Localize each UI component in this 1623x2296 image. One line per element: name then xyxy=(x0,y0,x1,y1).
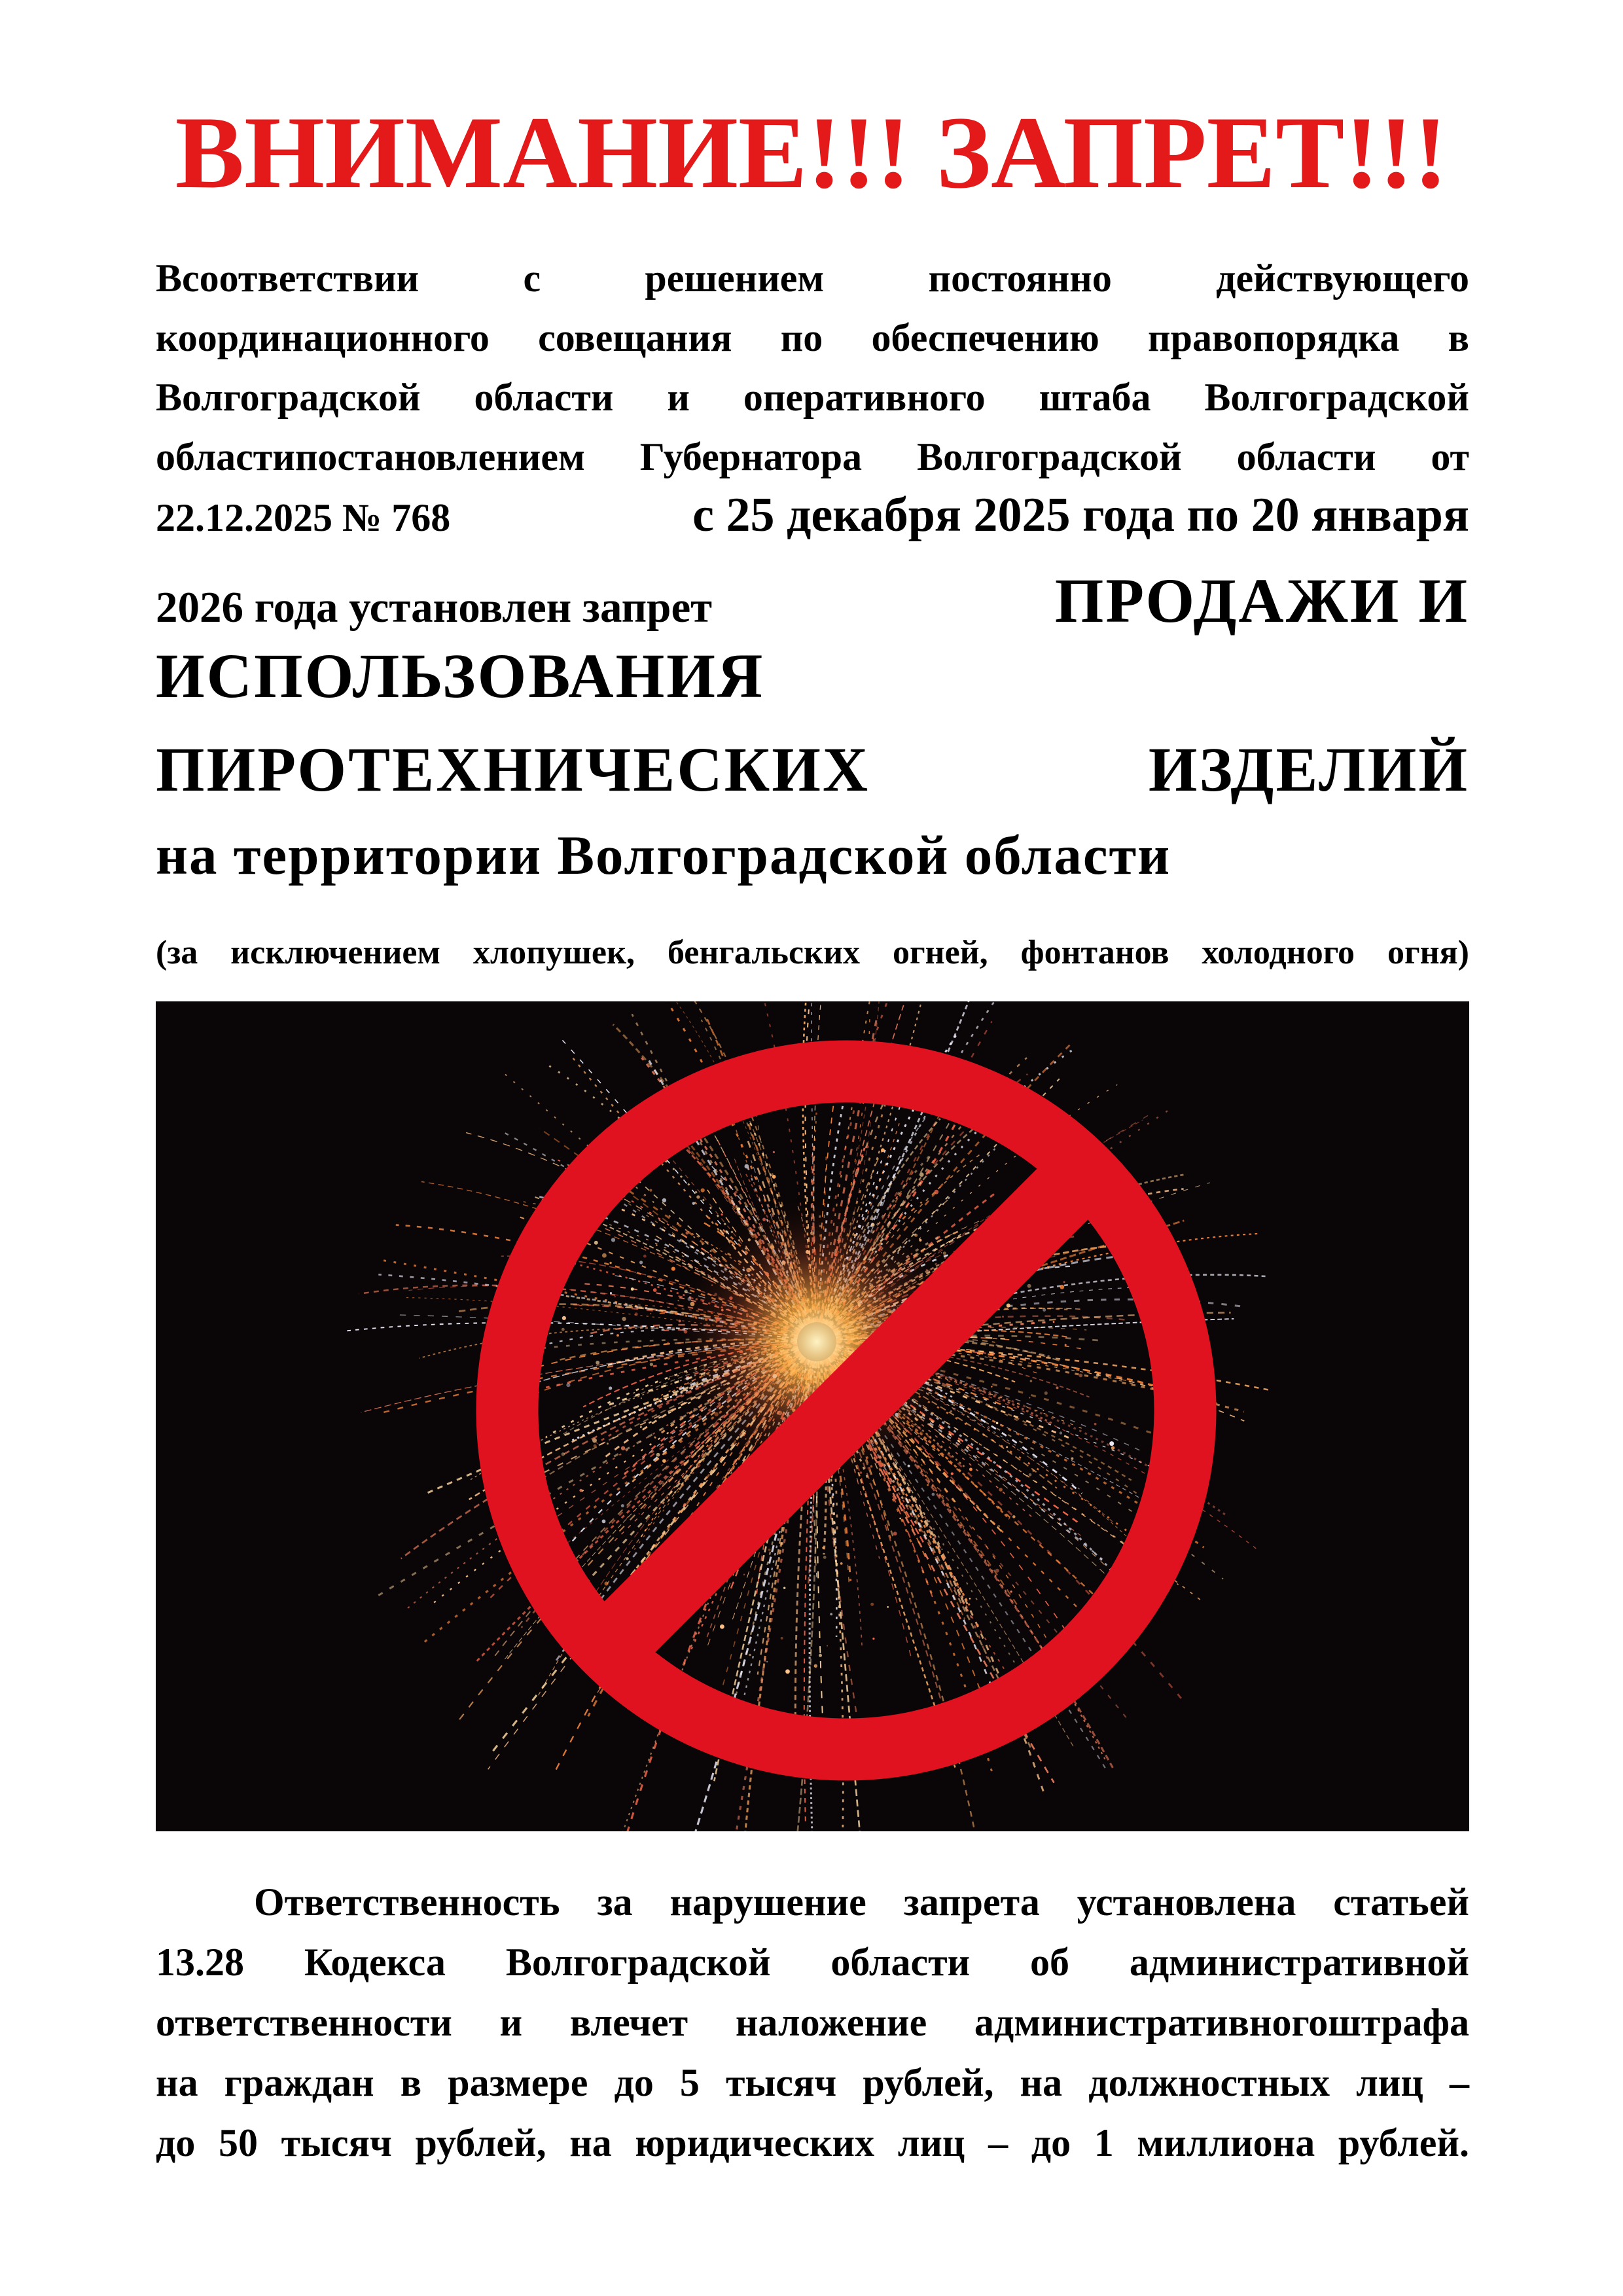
firework-spark xyxy=(643,1194,645,1196)
firework-spark xyxy=(1079,1374,1082,1378)
territory-line: на территории Волгоградской области xyxy=(156,825,1171,886)
firework-spark xyxy=(785,1670,790,1674)
firework-spark xyxy=(737,1208,740,1211)
decree-and-period xyxy=(156,488,1469,543)
firework-spark xyxy=(997,1525,1000,1528)
firework-spark xyxy=(1029,1397,1030,1399)
firework-spark xyxy=(943,1251,946,1255)
firework-spark xyxy=(592,1438,597,1443)
firework-spark xyxy=(637,1389,638,1390)
firework-spark xyxy=(607,1443,609,1444)
firework-spark xyxy=(866,1145,868,1148)
fireworks-prohibition-image xyxy=(156,1001,1469,1831)
firework-spark xyxy=(781,1637,783,1640)
firework-spark xyxy=(1010,1590,1012,1592)
firework-spark xyxy=(1007,1304,1010,1308)
liability-line: ответственности и влечет наложение административногоштрафа xyxy=(156,2001,1469,2044)
liability-paragraph xyxy=(156,1872,1469,2173)
firework-spark xyxy=(881,1148,885,1152)
firework-spark xyxy=(631,1287,634,1291)
firework-spark xyxy=(1043,1410,1044,1411)
firework-spark xyxy=(927,1484,929,1486)
firework-spark xyxy=(1032,1469,1035,1472)
intro-line: Всоответствии с решением постоянно действующего xyxy=(156,257,1469,300)
firework-spark xyxy=(609,1386,612,1390)
firework-spark xyxy=(961,1596,963,1598)
ban-caps-pyro: ПИРОТЕХНИЧЕСКИХ xyxy=(156,734,870,804)
firework-spark xyxy=(594,1444,597,1448)
firework-spark xyxy=(614,1296,616,1298)
firework-spark xyxy=(893,1532,897,1535)
firework-spark xyxy=(840,1562,843,1565)
firework-spark xyxy=(641,1397,642,1399)
intro-line: координационного совещания по обеспечению правопорядка в xyxy=(156,316,1469,359)
liability-line: 13.28 Кодекса Волгоградской области об административной xyxy=(156,1941,1469,1984)
firework-spark xyxy=(772,1175,776,1179)
firework-spark xyxy=(1030,1380,1033,1382)
firework-spark xyxy=(783,1587,785,1589)
firework-spark xyxy=(616,1334,619,1336)
firework-spark xyxy=(653,1288,657,1292)
firework-spark xyxy=(635,1312,638,1316)
firework-spark xyxy=(671,1267,675,1271)
firework-spark xyxy=(908,1465,910,1467)
liability-line: до 50 тысяч рублей, на юридических лиц – до 1 миллиона рублей. xyxy=(156,2121,1469,2164)
firework-spark xyxy=(611,1238,615,1242)
firework-spark xyxy=(982,1454,984,1455)
firework-spark xyxy=(872,1638,874,1640)
firework-spark xyxy=(743,1574,745,1576)
firework-spark xyxy=(562,1452,565,1456)
ban-caps-sale: ПРОДАЖИ И xyxy=(1054,565,1469,636)
firework-spark xyxy=(1060,1431,1062,1434)
firework-spark xyxy=(773,1151,775,1153)
firework-spark xyxy=(626,1557,628,1560)
liability-line: на граждан в размере до 5 тысяч рублей, на должностных лиц – xyxy=(156,2061,1469,2104)
firework-spark xyxy=(639,1261,643,1264)
firework-spark xyxy=(995,1569,999,1573)
intro-line: областипостановлением Губернатора Волгоградской области от xyxy=(156,435,1469,478)
firework-spark xyxy=(562,1328,565,1331)
firework-spark xyxy=(1065,1344,1067,1346)
firework-spark xyxy=(594,1241,598,1245)
firework-spark xyxy=(596,1361,599,1365)
liability-line: Ответственность за нарушение запрета установлена статьей xyxy=(254,1880,1469,1924)
ban-period-start: с 25 декабря 2025 года по 20 января xyxy=(692,488,1469,542)
firework-spark xyxy=(814,1664,817,1668)
firework-spark xyxy=(919,1172,924,1177)
firework-spark xyxy=(692,1202,695,1205)
firework-spark xyxy=(701,1189,705,1193)
firework-spark xyxy=(819,1654,822,1657)
firework-spark xyxy=(602,1520,606,1524)
firework-spark xyxy=(1060,1285,1064,1289)
firework-spark xyxy=(602,1253,607,1258)
firework-spark xyxy=(686,1231,689,1234)
firework-spark xyxy=(1111,1446,1115,1450)
firework-spark xyxy=(579,1489,582,1492)
firework-spark xyxy=(745,1164,749,1169)
ban-period-end-line xyxy=(156,564,1469,637)
firework-spark xyxy=(1006,1446,1008,1448)
firework-spark xyxy=(1096,1374,1099,1377)
firework-spark xyxy=(1071,1458,1073,1460)
firework-spark xyxy=(823,1556,827,1559)
ban-period-end: 2026 года установлен запрет xyxy=(156,583,713,632)
firework-spark xyxy=(809,1588,811,1590)
firework-spark xyxy=(999,1488,1003,1492)
firework-spark xyxy=(1094,1423,1097,1426)
firework-spark xyxy=(683,1503,687,1507)
firework-spark xyxy=(720,1624,724,1629)
firework-spark xyxy=(932,1493,935,1496)
intro-line: Волгоградской области и оперативного штаба Волгоградской xyxy=(156,376,1469,419)
ban-caps-pyro-line xyxy=(156,734,1469,804)
firework-spark xyxy=(976,1624,979,1626)
firework-spark xyxy=(870,1603,874,1606)
firework-spark xyxy=(562,1316,566,1320)
firework-spark xyxy=(1063,1281,1065,1283)
firework-spark xyxy=(899,1518,901,1520)
firework-spark xyxy=(649,1189,652,1192)
firework-spark xyxy=(656,1453,660,1457)
firework-spark xyxy=(1012,1515,1016,1518)
firework-spark xyxy=(696,1195,700,1198)
decree-number: 22.12.2025 № 768 xyxy=(156,496,451,539)
firework-spark xyxy=(1056,1386,1059,1389)
firework-spark xyxy=(735,1191,738,1194)
firework-spark xyxy=(934,1190,938,1194)
firework-spark xyxy=(969,1598,971,1599)
firework-spark xyxy=(830,1613,832,1615)
firework-spark xyxy=(991,1386,992,1388)
firework-spark xyxy=(766,1661,768,1662)
firework-spark xyxy=(566,1383,570,1387)
firework-spark xyxy=(610,1292,612,1294)
fireworks-prohibition-illustration xyxy=(156,1001,1469,1831)
firework-spark xyxy=(609,1262,611,1264)
page-title: ВНИМАНИЕ!!! ЗАПРЕТ!!! xyxy=(175,96,1448,210)
firework-spark xyxy=(1044,1391,1048,1395)
firework-spark xyxy=(822,1547,824,1549)
firework-spark xyxy=(1043,1308,1046,1312)
firework-spark xyxy=(662,1198,666,1202)
firework-spark xyxy=(643,1255,647,1258)
firework-spark xyxy=(621,1446,625,1450)
firework-spark xyxy=(622,1317,626,1321)
firework-spark xyxy=(781,1542,783,1545)
firework-spark xyxy=(993,1357,995,1359)
firework-spark xyxy=(827,1645,828,1647)
firework-spark xyxy=(1002,1316,1004,1318)
firework-spark xyxy=(1109,1441,1114,1446)
firework-spark xyxy=(621,1504,624,1507)
ban-caps-items: ИЗДЕЛИЙ xyxy=(1148,734,1469,804)
firework-spark xyxy=(951,1473,954,1475)
firework-spark xyxy=(662,1459,666,1463)
firework-spark xyxy=(697,1463,700,1467)
firework-spark xyxy=(749,1654,751,1657)
firework-spark xyxy=(1027,1284,1031,1288)
firework-spark xyxy=(1029,1473,1032,1477)
ban-caps-use: ИСПОЛЬЗОВАНИЯ xyxy=(156,641,765,711)
firework-spark xyxy=(887,1606,889,1608)
firework-spark xyxy=(650,1363,653,1366)
firework-spark xyxy=(832,1537,835,1540)
intro-paragraph xyxy=(156,249,1469,487)
firework-spark xyxy=(768,1549,771,1551)
firework-spark xyxy=(957,1443,959,1445)
firework-spark xyxy=(605,1581,609,1585)
exception-note: (за исключением хлопушек, бенгальских огней, фонтанов холодного огня) xyxy=(156,934,1469,971)
firework-spark xyxy=(996,1422,999,1425)
firework-spark xyxy=(969,1468,972,1471)
firework-spark xyxy=(721,1213,723,1215)
